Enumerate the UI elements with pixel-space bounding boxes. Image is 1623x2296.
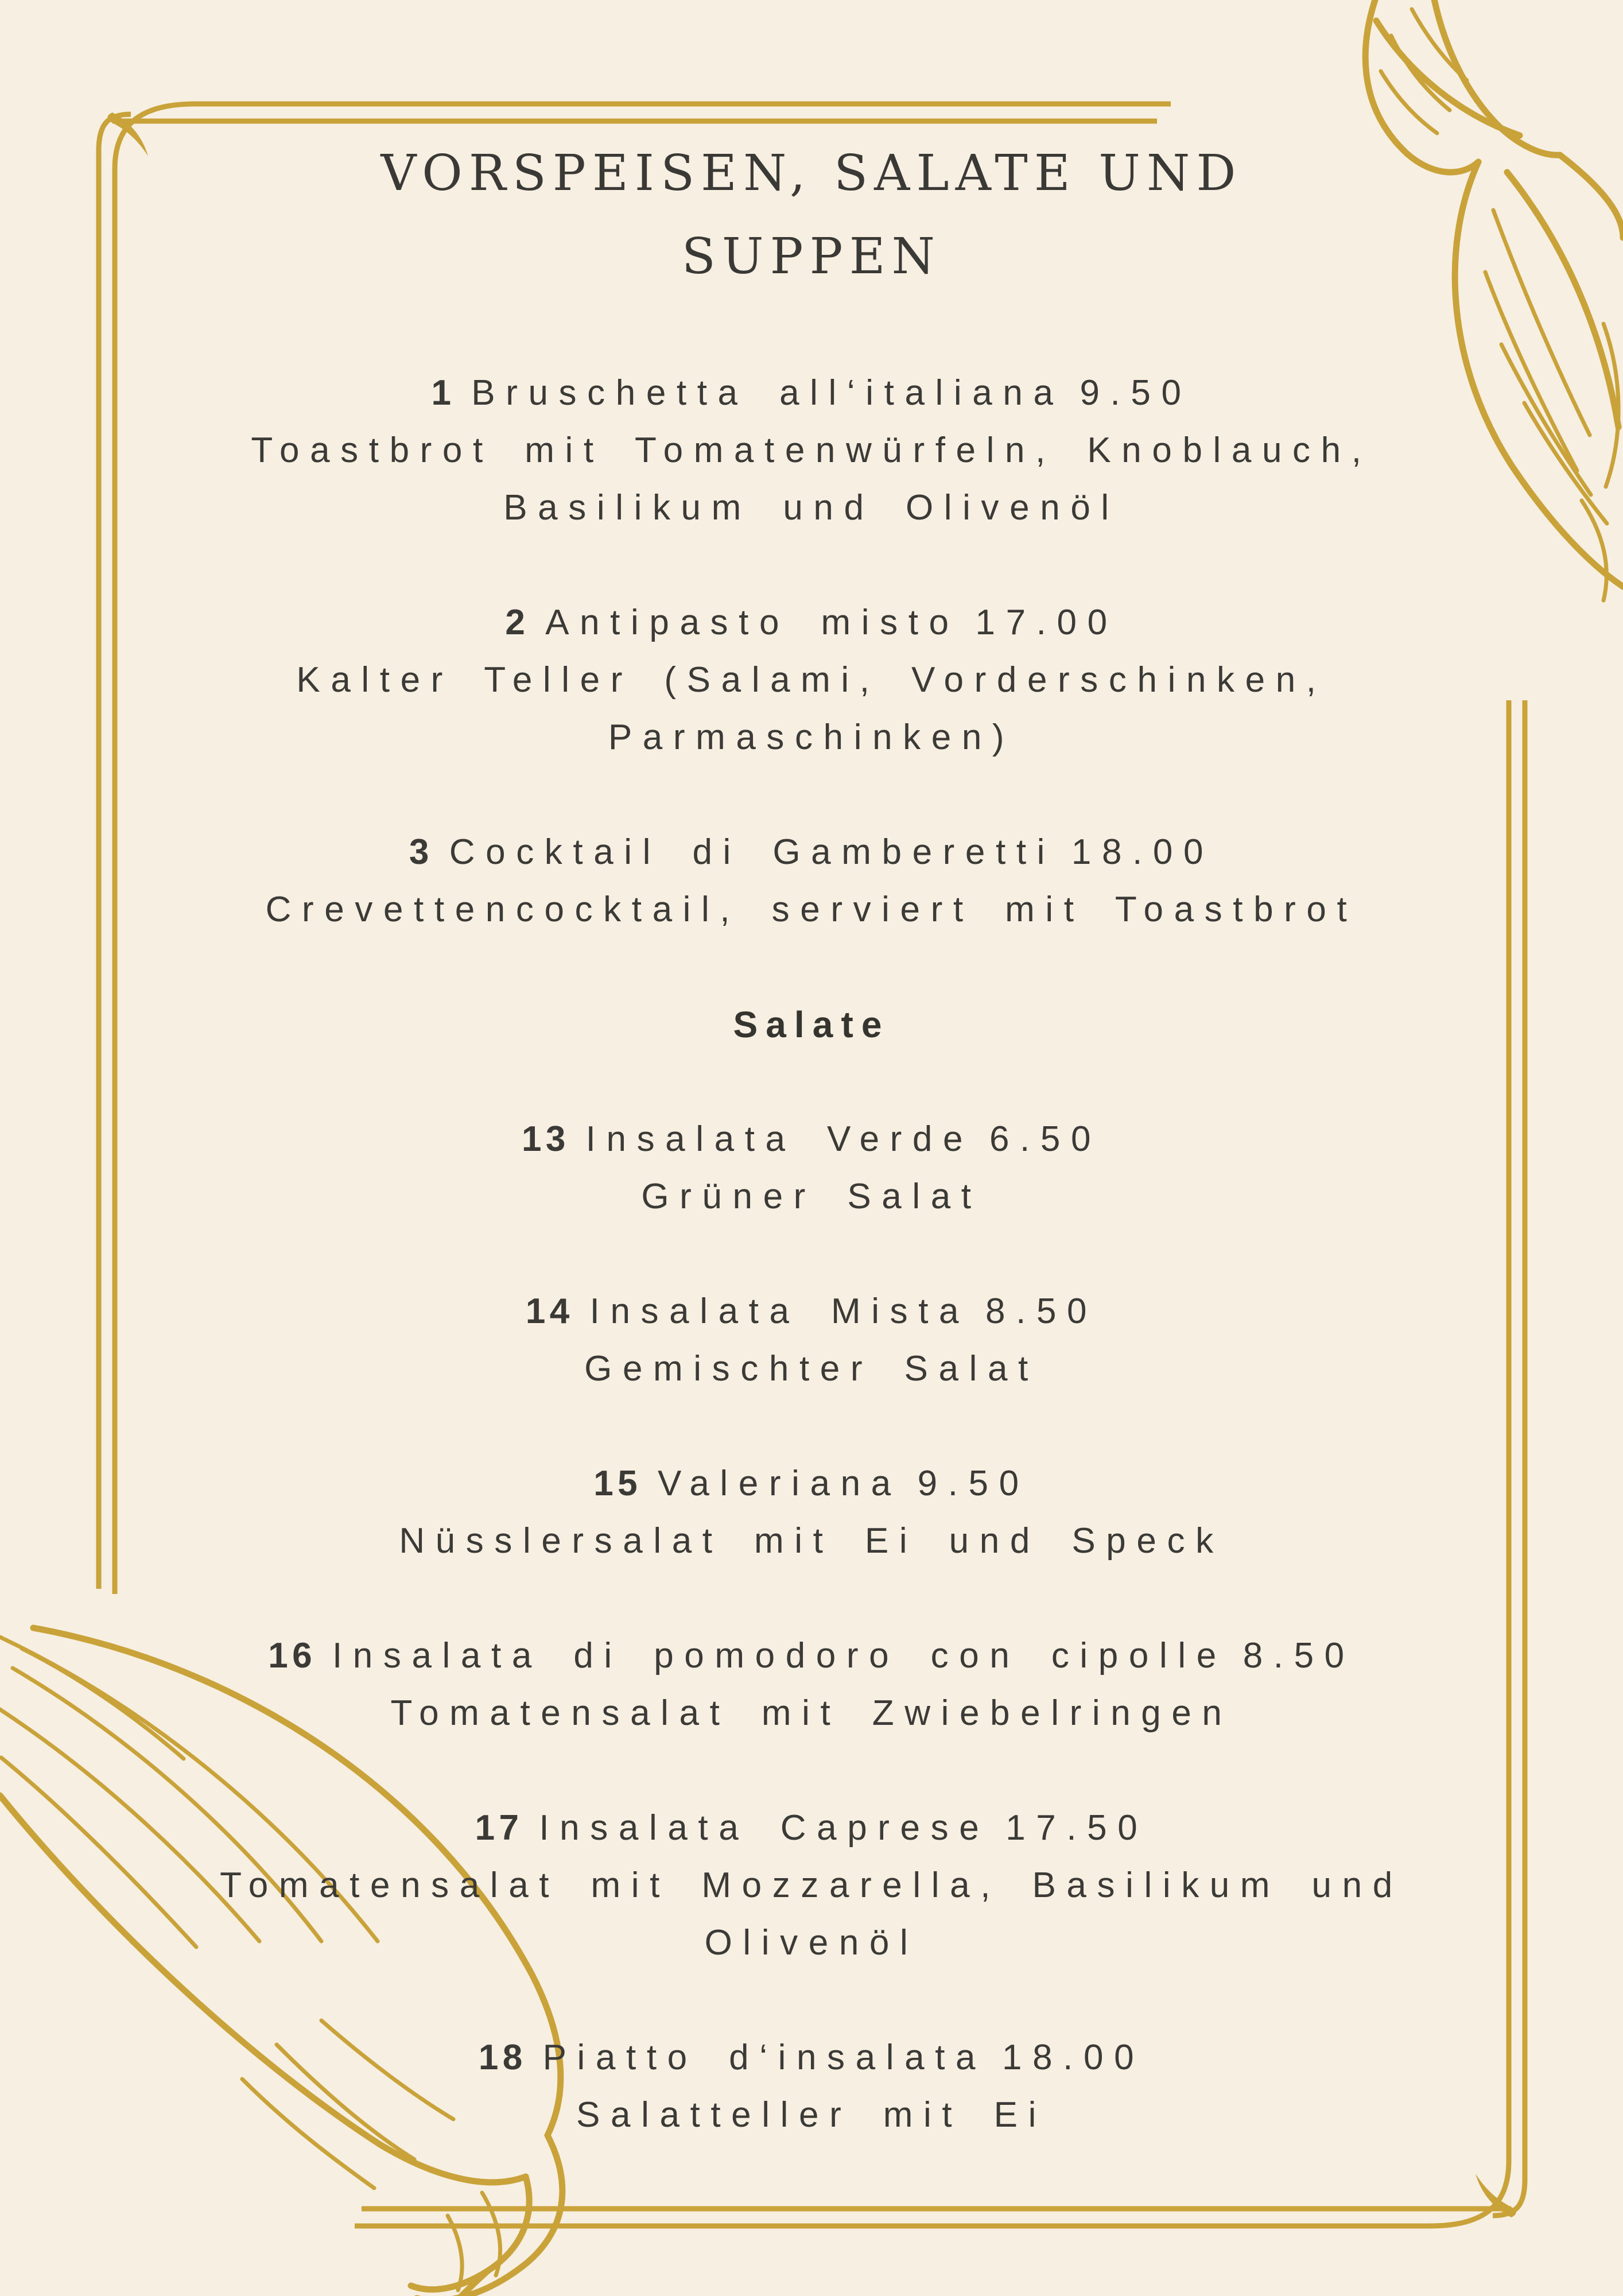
menu-item-17 [220, 1799, 1403, 1972]
item-name: Insalata Caprese [539, 1808, 990, 1848]
item-head [479, 2029, 1144, 2086]
page-title-line2: SUPPEN [681, 228, 942, 285]
section-heading-salate: Salate [733, 1004, 890, 1045]
item-description-line: Tomatensalat mit Zwiebelringen [390, 1693, 1233, 1733]
item-description-line: Nüsslersalat mit Ei und Speck [399, 1521, 1224, 1561]
item-head [526, 1283, 1097, 1340]
item-price: 8.50 [1243, 1636, 1355, 1676]
item-number: 3 [409, 832, 433, 872]
menu-item-15 [399, 1455, 1224, 1570]
item-price: 18.00 [1071, 832, 1214, 872]
item-description-line: Grüner Salat [641, 1177, 982, 1216]
item-price: 18.00 [1002, 2038, 1145, 2077]
item-name: Valeriana [657, 1464, 902, 1503]
menu-item-13 [522, 1111, 1101, 1225]
item-name: Cocktail di Gamberetti [449, 832, 1056, 872]
menu-item-2 [296, 594, 1326, 766]
item-head [399, 1455, 1224, 1512]
item-head [251, 364, 1372, 422]
item-number: 14 [525, 1292, 574, 1331]
item-price: 9.50 [917, 1464, 1030, 1503]
page-title [380, 132, 1242, 298]
item-name: Piatto d‘insalata [542, 2038, 987, 2077]
menu-content [94, 132, 1529, 2201]
item-description-line: Salatteller mit Ei [576, 2095, 1047, 2135]
item-name: Insalata Verde [585, 1119, 974, 1159]
item-description-line: Parmaschinken) [608, 718, 1015, 757]
item-name: Antipasto misto [545, 603, 960, 642]
item-number: 1 [431, 373, 456, 413]
menu-item-3 [266, 824, 1358, 938]
item-number: 16 [268, 1636, 317, 1676]
item-price: 17.00 [975, 603, 1118, 642]
item-head [522, 1111, 1101, 1168]
item-number: 13 [521, 1119, 570, 1159]
item-description-line: Olivenöl [704, 1923, 919, 1963]
item-description-line: Tomatensalat mit Mozzarella, Basilikum und [220, 1865, 1403, 1905]
item-description-line: Toastbrot mit Tomatenwürfeln, Knoblauch, [251, 430, 1372, 470]
item-description-line: Gemischter Salat [584, 1349, 1039, 1389]
menu-item-16 [268, 1627, 1355, 1742]
item-description-line: Kalter Teller (Salami, Vorderschinken, [296, 660, 1327, 700]
item-price: 9.50 [1080, 373, 1192, 413]
item-price: 17.50 [1005, 1808, 1148, 1848]
item-number: 2 [505, 603, 530, 642]
item-name: Bruschetta all‘italiana [471, 373, 1064, 413]
page-title-line1: VORSPEISEN, SALATE UND [380, 145, 1243, 202]
item-number: 18 [478, 2038, 527, 2077]
item-head [266, 824, 1358, 881]
item-head [220, 1799, 1403, 1857]
menu-item-14 [526, 1283, 1097, 1398]
item-description-line: Crevettencocktail, serviert mit Toastbrot [265, 890, 1358, 929]
item-number: 15 [593, 1464, 642, 1503]
menu-item-18 [479, 2029, 1144, 2144]
item-head [296, 594, 1326, 651]
item-price: 8.50 [985, 1292, 1098, 1331]
item-number: 17 [475, 1808, 523, 1848]
item-name: Insalata Mista [589, 1292, 970, 1331]
menu-item-1 [251, 364, 1372, 537]
item-description-line: Basilikum und Olivenöl [503, 488, 1120, 528]
item-name: Insalata di pomodoro con cipolle [332, 1636, 1227, 1676]
item-price: 6.50 [989, 1119, 1102, 1159]
item-head [268, 1627, 1355, 1685]
